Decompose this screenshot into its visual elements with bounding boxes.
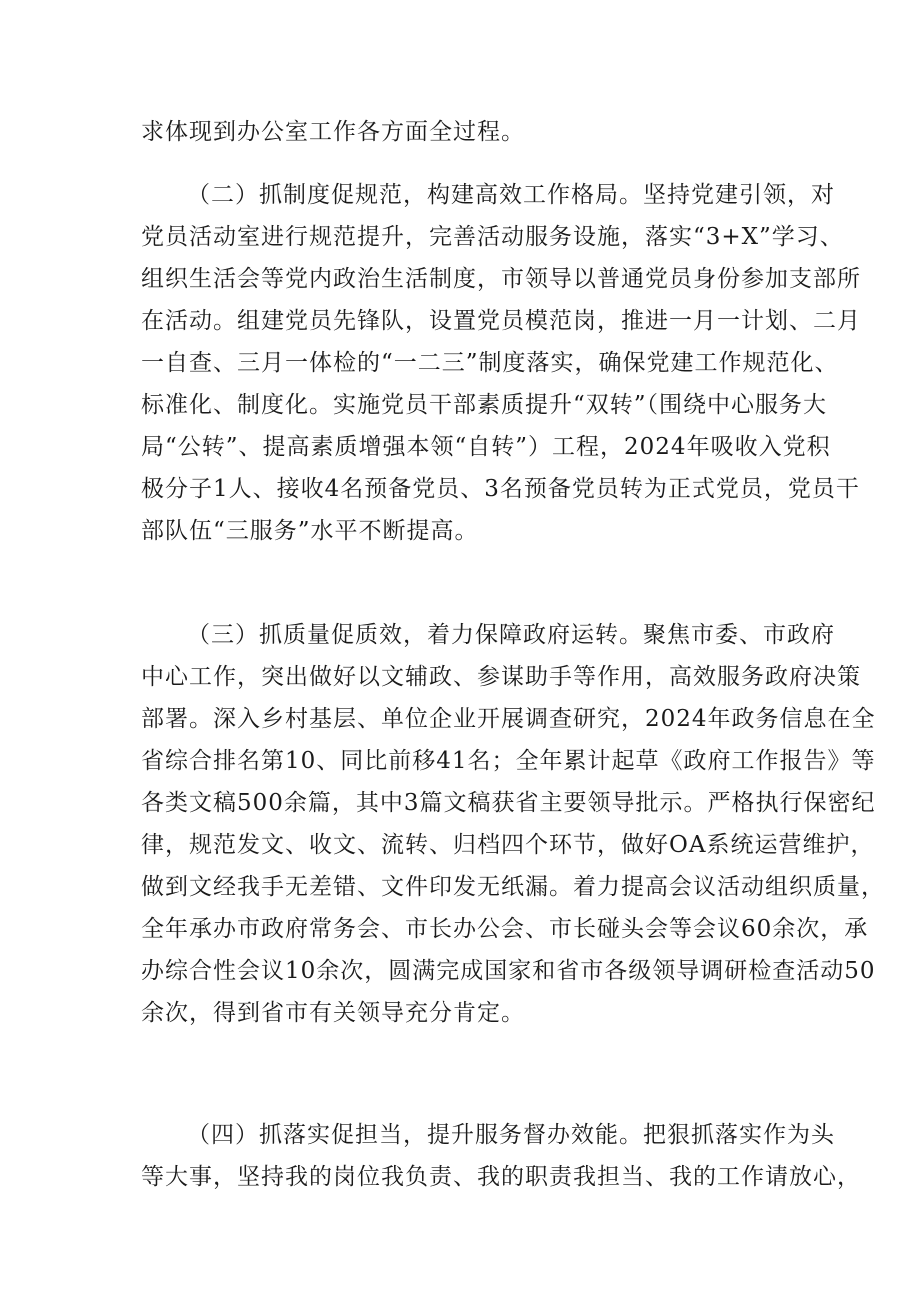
text-line: 部队伍“三服务”水平不断提高。	[141, 518, 479, 544]
text-line: 求体现到办公室工作各方面全过程。	[141, 119, 525, 145]
text-line: 极分子1人、接收4名预备党员、3名预备党员转为正式党员，党员干	[141, 476, 860, 502]
text-line: （三）抓质量促质效，着力保障政府运转。聚焦市委、市政府	[187, 622, 835, 648]
text-line: 省综合排名第10、同比前移41名；全年累计起草《政府工作报告》等	[141, 748, 876, 774]
text-line: 部署。深入乡村基层、单位企业开展调查研究，2024年政务信息在全	[141, 706, 876, 732]
text-line: 标准化、制度化。实施党员干部素质提升“双转”（围绕中心服务大	[141, 392, 828, 418]
paragraph-continuation	[141, 111, 791, 153]
text-line: 一自查、三月一体检的“一二三”制度落实，确保党建工作规范化、	[141, 350, 839, 376]
text-line: 等大事，坚持我的岗位我负责、我的职责我担当、我的工作请放心，	[141, 1164, 861, 1190]
text-line: 局“公转”、提高素质增强本领“自转”）工程，2024年吸收入党积	[141, 434, 831, 460]
text-line: （四）抓落实促担当，提升服务督办效能。把狠抓落实作为头	[187, 1122, 835, 1148]
text-line: 做到文经我手无差错、文件印发无纸漏。着力提高会议活动组织质量，	[141, 874, 885, 900]
text-line: 余次，得到省市有关领导充分肯定。	[141, 1000, 525, 1026]
text-line: 律，规范发文、收文、流转、归档四个环节，做好OA系统运营维护，	[141, 832, 875, 858]
text-line: （二）抓制度促规范，构建高效工作格局。坚持党建引领，对	[187, 182, 835, 208]
text-line: 全年承办市政府常务会、市长办公会、市长碰头会等会议60余次，承	[141, 916, 869, 942]
text-line: 中心工作，突出做好以文辅政、参谋助手等作用，高效服务政府决策	[141, 664, 861, 690]
paragraph-section-4	[141, 1114, 861, 1198]
text-line: 办综合性会议10余次，圆满完成国家和省市各级领导调研检查活动50	[141, 958, 876, 984]
paragraph-section-3	[141, 614, 885, 1034]
text-line: 组织生活会等党内政治生活制度，市领导以普通党员身份参加支部所	[141, 266, 861, 292]
text-line: 在活动。组建党员先锋队，设置党员模范岗，推进一月一计划、二月	[141, 308, 861, 334]
text-line: 各类文稿500余篇，其中3篇文稿获省主要领导批示。严格执行保密纪	[141, 790, 876, 816]
paragraph-section-2	[141, 174, 861, 552]
text-line: 党员活动室进行规范提升，完善活动服务设施，落实“3+X”学习、	[141, 224, 844, 250]
